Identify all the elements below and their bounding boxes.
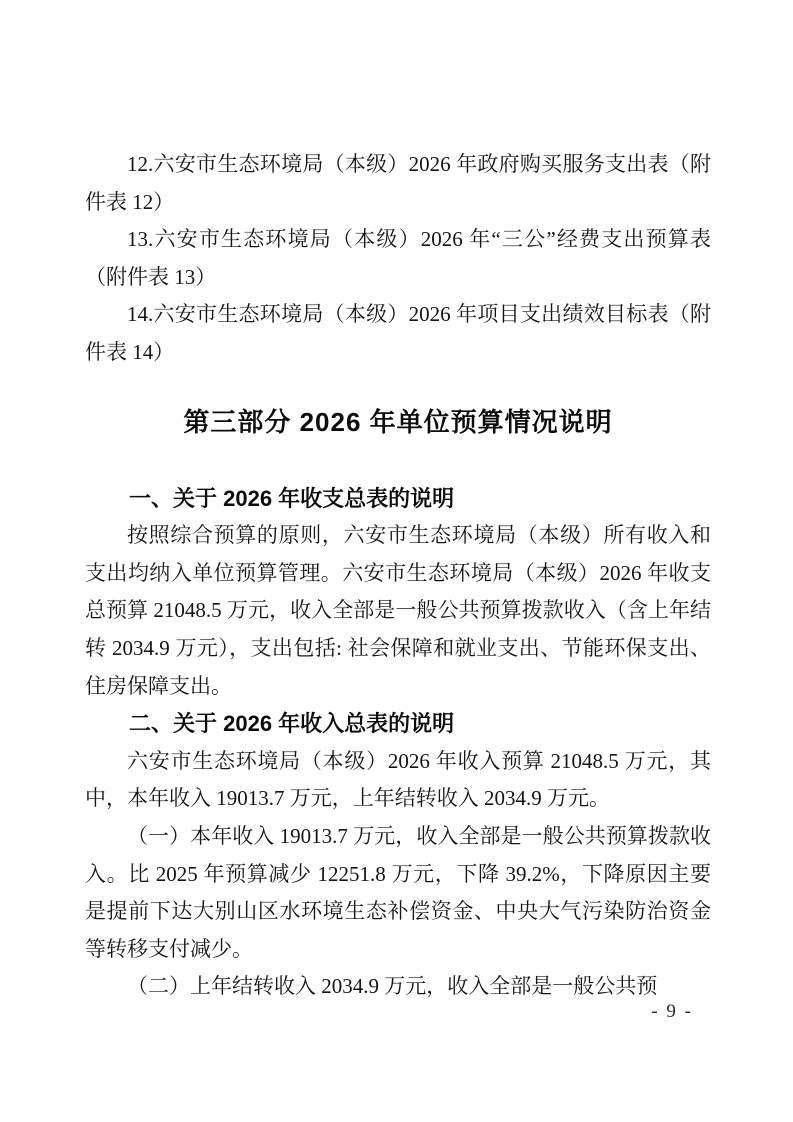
document-content [85,146,711,1006]
section-title-2: 二、关于 2026 年收入总表的说明 [129,711,455,737]
section-2-paragraph-1: 六安市生态环境局（本级）2026 年收入预算 21048.5 万元，其中，本年收入 19013.7 万元，上年结转收入 2034.9 万元。 [85,748,711,811]
part-heading: 第三部分 2026 年单位预算情况说明 [183,406,613,437]
section-2-paragraph-3: （二）上年结转收入 2034.9 万元，收入全部是一般公共预 [127,974,658,999]
section-income-overview [85,705,711,1006]
attachment-list-item-12: 12.六安市生态环境局（本级）2026 年政府购买服务支出表（附件表 12） [85,152,711,214]
page-number: - 9 - [651,1001,693,1022]
attachment-list-item-14: 14.六安市生态环境局（本级）2026 年项目支出绩效目标表（附件表 14） [85,302,711,364]
section-title-1: 一、关于 2026 年收支总表的说明 [129,485,455,511]
section-income-expense-overview [85,480,711,706]
section-2-paragraph-2: （一）本年收入 19013.7 万元，收入全部是一般公共预算拨款收入。比 2025 年预算减少 12251.8 万元，下降 39.2%，下降原因主要是提前下达大别山区水环境生态补偿资金、中央大气污染防治资金等转移支付减少。 [85,823,711,961]
attachment-list [85,146,711,372]
section-1-paragraph-1: 按照综合预算的原则，六安市生态环境局（本级）所有收入和支出均纳入单位预算管理。六安市生态环境局（本级）2026 年收支总预算 21048.5 万元，收入全部是一般公共预算拨款收入（含上年结转 2034.9 万元），支出包括: 社会保障和就业支出、节能环保支出、住房保障支出。 [85,523,711,698]
attachment-list-item-13: 13.六安市生态环境局（本级）2026 年“三公”经费支出预算表（附件表 13） [85,227,711,289]
